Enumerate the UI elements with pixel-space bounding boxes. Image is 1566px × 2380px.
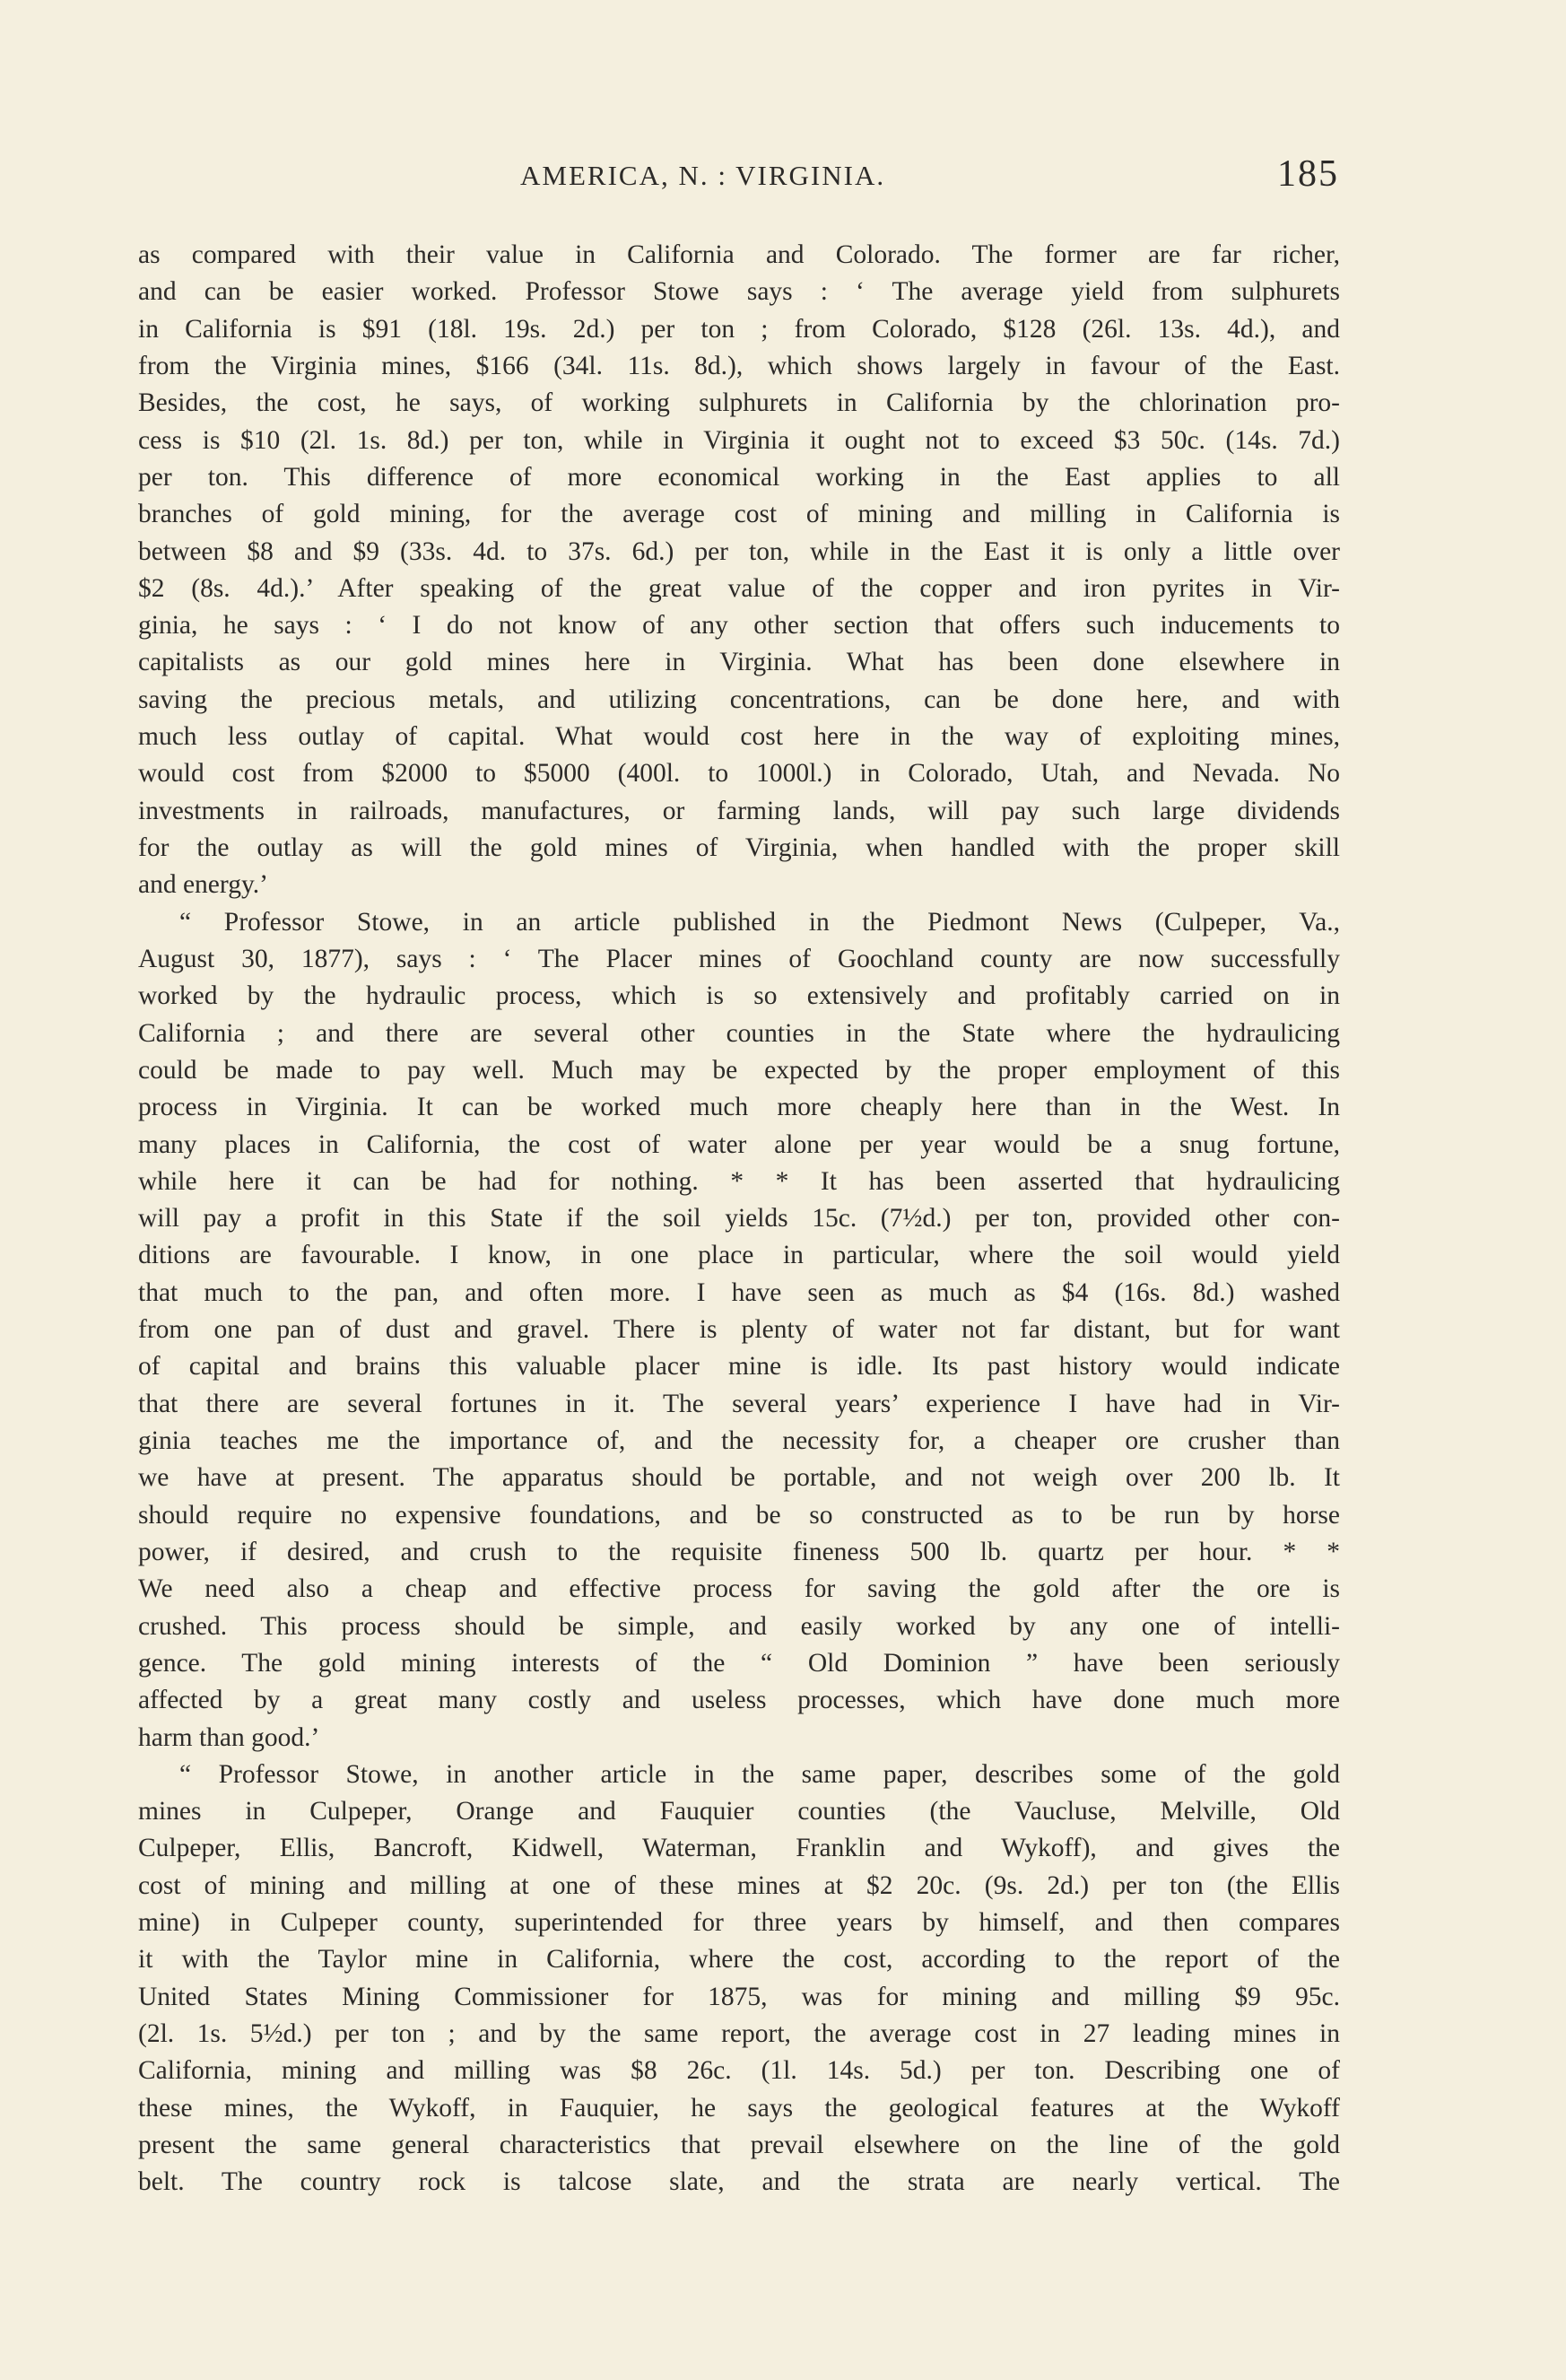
text-line: Besides, the cost, he says, of working sulphurets in California by the chlorination pro- xyxy=(138,388,1340,418)
text-line: affected by a great many costly and useless processes, which have done much more xyxy=(138,1686,1340,1715)
text-line: $2 (8s. 4d.).’ After speaking of the great value of the copper and iron pyrites in Vir- xyxy=(138,573,1340,603)
running-title: AMERICA, N. : VIRGINIA. xyxy=(520,160,886,191)
text-line: should require no expensive foundations, and be so constructed as to be run by horse xyxy=(138,1500,1340,1530)
text-line: capitalists as our gold mines here in Virginia. What has been done elsewhere in xyxy=(138,648,1340,677)
text-line: crushed. This process should be simple, and easily worked by any one of intelli- xyxy=(138,1611,1340,1641)
text-line: saving the precious metals, and utilizing concentrations, can be done here, and with xyxy=(138,684,1340,714)
text-line: ginia, he says : ‘ I do not know of any other section that offers such inducements to xyxy=(138,611,1340,641)
text-line: belt. The country rock is talcose slate, and the strata are nearly vertical. The xyxy=(138,2167,1340,2197)
text-line: mine) in Culpeper county, superintended for three years by himself, and then compares xyxy=(138,1908,1340,1938)
text-line: as compared with their value in California and Colorado. The former are far richer, xyxy=(138,240,1340,269)
text-line: worked by the hydraulic process, which is so extensively and profitably carried on in xyxy=(138,981,1340,1011)
text-line: investments in railroads, manufactures, or farming lands, will pay such large dividends xyxy=(138,796,1340,825)
text-line: between $8 and $9 (33s. 4d. to 37s. 6d.) per ton, while in the East it is only a little over xyxy=(138,536,1340,566)
text-line: in California is $91 (18l. 19s. 2d.) per ton ; from Colorado, $128 (26l. 13s. 4d.), and xyxy=(138,314,1340,344)
body-text xyxy=(138,237,1340,2201)
text-line: present the same general characteristics that prevail elsewhere on the line of the gold xyxy=(138,2130,1340,2159)
text-line: United States Mining Commissioner for 1875, was for mining and milling $9 95c. xyxy=(138,1982,1340,2011)
text-line: could be made to pay well. Much may be expected by the proper employment of this xyxy=(138,1055,1340,1085)
text-line: harm than good.’ xyxy=(138,1722,320,1752)
text-line: mines in Culpeper, Orange and Fauquier counties (the Vaucluse, Melville, Old xyxy=(138,1797,1340,1826)
text-line: ditions are favourable. I know, in one place in particular, where the soil would yield xyxy=(138,1241,1340,1270)
text-line: process in Virginia. It can be worked much more cheaply here than in the West. In xyxy=(138,1093,1340,1122)
text-line: “ Professor Stowe, in another article in the same paper, describes some of the gold xyxy=(179,1759,1340,1789)
text-line: gence. The gold mining interests of the “ Old Dominion ” have been seriously xyxy=(138,1648,1340,1678)
text-line: “ Professor Stowe, in an article published in the Piedmont News (Culpeper, Va., xyxy=(179,907,1340,937)
text-line: while here it can be had for nothing. * * It has been asserted that hydraulicing xyxy=(138,1166,1340,1196)
text-line: cess is $10 (2l. 1s. 8d.) per ton, while in Virginia it ought not to exceed $3 50c. (14s. 7d.) xyxy=(138,425,1340,455)
text-line: branches of gold mining, for the average cost of mining and milling in California is xyxy=(138,500,1340,529)
page-number: 185 xyxy=(1277,153,1339,195)
text-line: (2l. 1s. 5½d.) per ton ; and by the same report, the average cost in 27 leading mines in xyxy=(138,2019,1340,2048)
text-line: we have at present. The apparatus should be portable, and not weigh over 200 lb. It xyxy=(138,1463,1340,1493)
text-line: will pay a profit in this State if the soil yields 15c. (7½d.) per ton, provided other con- xyxy=(138,1204,1340,1234)
text-line: We need also a cheap and effective process for saving the gold after the ore is xyxy=(138,1574,1340,1604)
text-line: per ton. This difference of more economical working in the East applies to all xyxy=(138,462,1340,492)
text-line: power, if desired, and crush to the requisite fineness 500 lb. quartz per hour. * * xyxy=(138,1537,1340,1566)
text-line: for the outlay as will the gold mines of Virginia, when handled with the proper skill xyxy=(138,833,1340,862)
text-line: that much to the pan, and often more. I have seen as much as $4 (16s. 8d.) washed xyxy=(138,1277,1340,1307)
text-line: much less outlay of capital. What would cost here in the way of exploiting mines, xyxy=(138,722,1340,752)
text-line: cost of mining and milling at one of these mines at $2 20c. (9s. 2d.) per ton (the Ellis xyxy=(138,1870,1340,1900)
running-head xyxy=(0,153,1566,197)
text-line: Culpeper, Ellis, Bancroft, Kidwell, Waterman, Franklin and Wykoff), and gives the xyxy=(138,1834,1340,1863)
text-line: from one pan of dust and gravel. There is plenty of water not far distant, but for want xyxy=(138,1315,1340,1345)
text-line: ginia teaches me the importance of, and the necessity for, a cheaper ore crusher than xyxy=(138,1426,1340,1455)
text-line: would cost from $2000 to $5000 (400l. to 1000l.) in Colorado, Utah, and Nevada. No xyxy=(138,759,1340,789)
text-line: August 30, 1877), says : ‘ The Placer mines of Goochland county are now successfully xyxy=(138,944,1340,973)
text-line: California, mining and milling was $8 26c. (1l. 14s. 5d.) per ton. Describing one of xyxy=(138,2056,1340,2086)
text-line: these mines, the Wykoff, in Fauquier, he says the geological features at the Wykoff xyxy=(138,2093,1340,2123)
text-line: of capital and brains this valuable placer mine is idle. Its past history would indicate xyxy=(138,1352,1340,1382)
text-line: from the Virginia mines, $166 (34l. 11s. 8d.), which shows largely in favour of the East. xyxy=(138,351,1340,380)
text-line: that there are several fortunes in it. The several years’ experience I have had in Vir- xyxy=(138,1389,1340,1418)
text-line: and energy.’ xyxy=(138,870,268,900)
text-line: and can be easier worked. Professor Stowe says : ‘ The average yield from sulphurets xyxy=(138,277,1340,307)
text-line: many places in California, the cost of water alone per year would be a snug fortune, xyxy=(138,1129,1340,1159)
text-line: California ; and there are several other counties in the State where the hydraulicing xyxy=(138,1018,1340,1048)
text-line: it with the Taylor mine in California, where the cost, according to the report of the xyxy=(138,1945,1340,1975)
